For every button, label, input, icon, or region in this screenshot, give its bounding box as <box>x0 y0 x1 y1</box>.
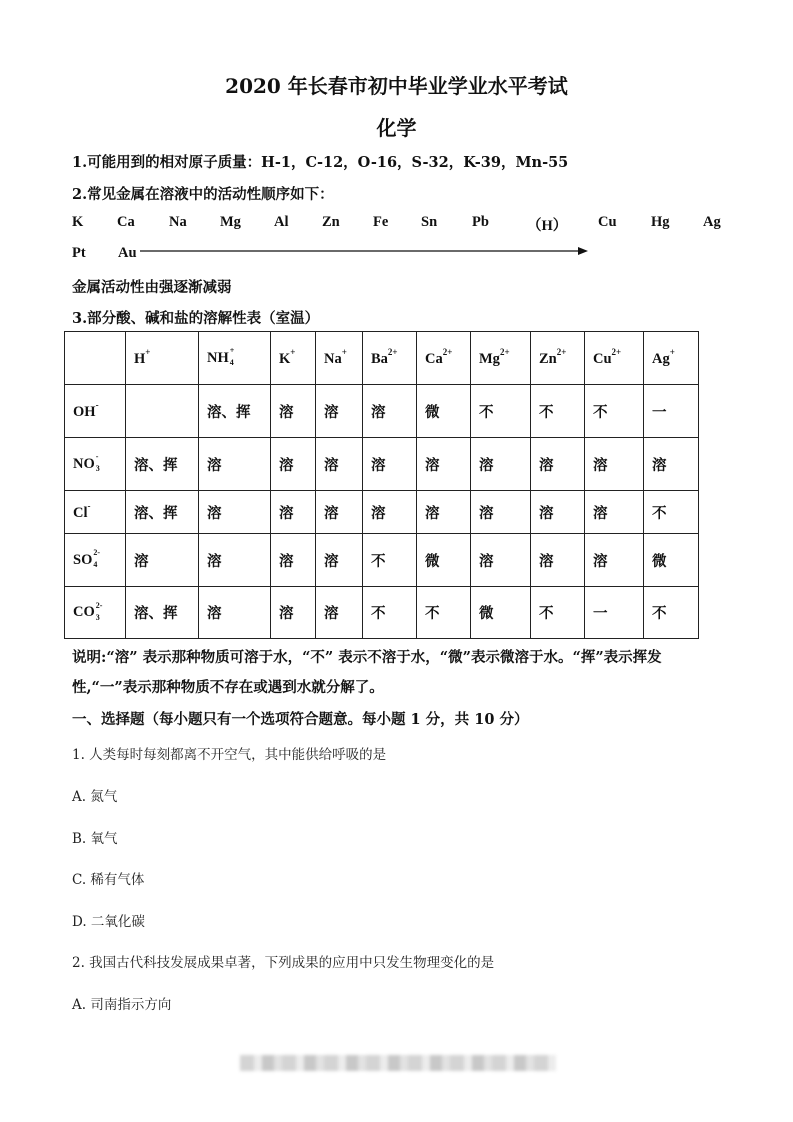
anion-header: NO - 3 <box>65 438 126 491</box>
metal-symbol: Hg <box>651 214 670 230</box>
solubility-cell: 溶 <box>585 438 644 491</box>
question-1-option-b: B. 氧气 <box>72 831 118 847</box>
solubility-cell: 溶 <box>271 491 316 534</box>
metal-symbol: Ag <box>703 214 721 230</box>
solubility-cell: 溶 <box>585 534 644 587</box>
solubility-cell: 溶 <box>271 438 316 491</box>
explain-line-1: 说明:“溶” 表示那种物质可溶于水，“不” 表示不溶于水，“微”表示微溶于水。“挥”表示挥发 <box>72 649 662 666</box>
solubility-cell: 溶 <box>417 491 471 534</box>
activity-caption: 金属活动性由强逐渐减弱 <box>72 279 232 296</box>
table-corner-cell <box>65 332 126 385</box>
question-1-option-c: C. 稀有气体 <box>72 872 145 888</box>
solubility-cell: 溶 <box>316 587 363 639</box>
table-row <box>65 438 699 491</box>
atomic-mass-note: 1.可能用到的相对原子质量：H-1，C-12，O-16，S-32，K-39，Mn-55 <box>72 154 569 171</box>
solubility-cell: 溶 <box>271 385 316 438</box>
cation-header: $Cu^{2+}$ <box>585 332 644 385</box>
solubility-cell: 溶、挥 <box>126 491 199 534</box>
solubility-cell: 溶 <box>363 491 417 534</box>
solubility-cell <box>126 385 199 438</box>
cation-header: $Ba^{2+}$ <box>363 332 417 385</box>
cation-header: $Ca^{2+}$ <box>417 332 471 385</box>
solubility-cell: 溶 <box>363 385 417 438</box>
solubility-cell: 溶 <box>471 491 531 534</box>
solubility-cell: 溶 <box>471 534 531 587</box>
metal-symbol: Na <box>169 214 187 230</box>
solubility-cell: 溶 <box>531 438 585 491</box>
solubility-cell: 溶 <box>471 438 531 491</box>
question-2-stem: 2. 我国古代科技发展成果卓著，下列成果的应用中只发生物理变化的是 <box>72 955 495 971</box>
solubility-cell: 溶 <box>316 491 363 534</box>
solubility-cell: 溶 <box>199 534 271 587</box>
solubility-cell: 不 <box>531 587 585 639</box>
metal-symbol: Au <box>118 245 137 261</box>
anion-header: SO 2- 4 <box>65 534 126 587</box>
anion-header: Cl- <box>65 491 126 534</box>
question-2-option-a: A. 司南指示方向 <box>72 997 172 1013</box>
solubility-cell: 溶 <box>271 534 316 587</box>
exam-title: 2020 年长春市初中毕业学业水平考试 <box>225 74 568 98</box>
solubility-cell: 不 <box>363 534 417 587</box>
solubility-cell: 不 <box>585 385 644 438</box>
solubility-cell: 溶 <box>531 534 585 587</box>
explain-line-2: 性,“一”表示那种物质不存在或遇到水就分解了。 <box>72 679 384 696</box>
solubility-cell: 微 <box>417 534 471 587</box>
solubility-cell: 溶、挥 <box>126 438 199 491</box>
table-row <box>65 491 699 534</box>
solubility-cell: 一 <box>644 385 699 438</box>
anion-header: CO 2- 3 <box>65 587 126 639</box>
solubility-cell: 溶 <box>126 534 199 587</box>
metal-symbol: Ca <box>117 214 135 230</box>
solubility-cell: 不 <box>471 385 531 438</box>
anion-header: OH- <box>65 385 126 438</box>
solubility-cell: 溶 <box>644 438 699 491</box>
solubility-cell: 微 <box>644 534 699 587</box>
section-heading: 一、选择题（每小题只有一个选项符合题意。每小题 1 分，共 10 分） <box>72 711 529 728</box>
solubility-table-heading: 3.部分酸、碱和盐的溶解性表（室温） <box>72 310 320 327</box>
metal-symbol: Cu <box>598 214 617 230</box>
solubility-cell: 溶 <box>417 438 471 491</box>
metal-symbol: Fe <box>373 214 389 230</box>
solubility-cell: 溶 <box>531 491 585 534</box>
solubility-cell: 溶 <box>363 438 417 491</box>
solubility-cell: 溶、挥 <box>126 587 199 639</box>
solubility-cell: 溶 <box>199 587 271 639</box>
cation-header: Na+ <box>316 332 363 385</box>
cation-header: NH + 4 <box>199 332 271 385</box>
metal-symbol: Al <box>274 214 289 230</box>
activity-series-note: 2.常见金属在溶液中的活动性顺序如下： <box>72 186 334 203</box>
cation-header: $Zn^{2+}$ <box>531 332 585 385</box>
metal-symbol: （H） <box>527 218 568 234</box>
solubility-cell: 不 <box>644 587 699 639</box>
metal-symbol: Sn <box>421 214 438 230</box>
cation-header: K+ <box>271 332 316 385</box>
metal-symbol: Pt <box>72 245 86 261</box>
solubility-cell: 微 <box>471 587 531 639</box>
solubility-cell: 溶 <box>271 587 316 639</box>
table-row <box>65 587 699 639</box>
cation-header: H+ <box>126 332 199 385</box>
metal-symbol: Zn <box>322 214 340 230</box>
solubility-cell: 溶 <box>316 438 363 491</box>
solubility-cell: 溶 <box>199 438 271 491</box>
cation-header: Ag+ <box>644 332 699 385</box>
activity-arrow <box>140 245 590 257</box>
solubility-cell: 一 <box>585 587 644 639</box>
blurred-watermark <box>240 1055 556 1071</box>
table-row <box>65 534 699 587</box>
solubility-cell: 溶、挥 <box>199 385 271 438</box>
solubility-table <box>64 331 699 639</box>
solubility-cell: 不 <box>531 385 585 438</box>
solubility-cell: 不 <box>363 587 417 639</box>
subject-title: 化学 <box>376 116 417 140</box>
metal-symbol: Mg <box>220 214 241 230</box>
question-1-option-a: A. 氮气 <box>72 789 118 805</box>
metal-symbol: Pb <box>472 214 489 230</box>
metal-symbol: K <box>72 214 84 230</box>
solubility-cell: 溶 <box>585 491 644 534</box>
solubility-cell: 溶 <box>199 491 271 534</box>
solubility-cell: 溶 <box>316 385 363 438</box>
question-1-option-d: D. 二氧化碳 <box>72 914 145 930</box>
solubility-cell: 微 <box>417 385 471 438</box>
question-1-stem: 1. 人类每时每刻都离不开空气，其中能供给呼吸的是 <box>72 747 387 763</box>
solubility-cell: 不 <box>417 587 471 639</box>
cation-header: $Mg^{2+}$ <box>471 332 531 385</box>
solubility-cell: 不 <box>644 491 699 534</box>
solubility-cell: 溶 <box>316 534 363 587</box>
table-row <box>65 385 699 438</box>
